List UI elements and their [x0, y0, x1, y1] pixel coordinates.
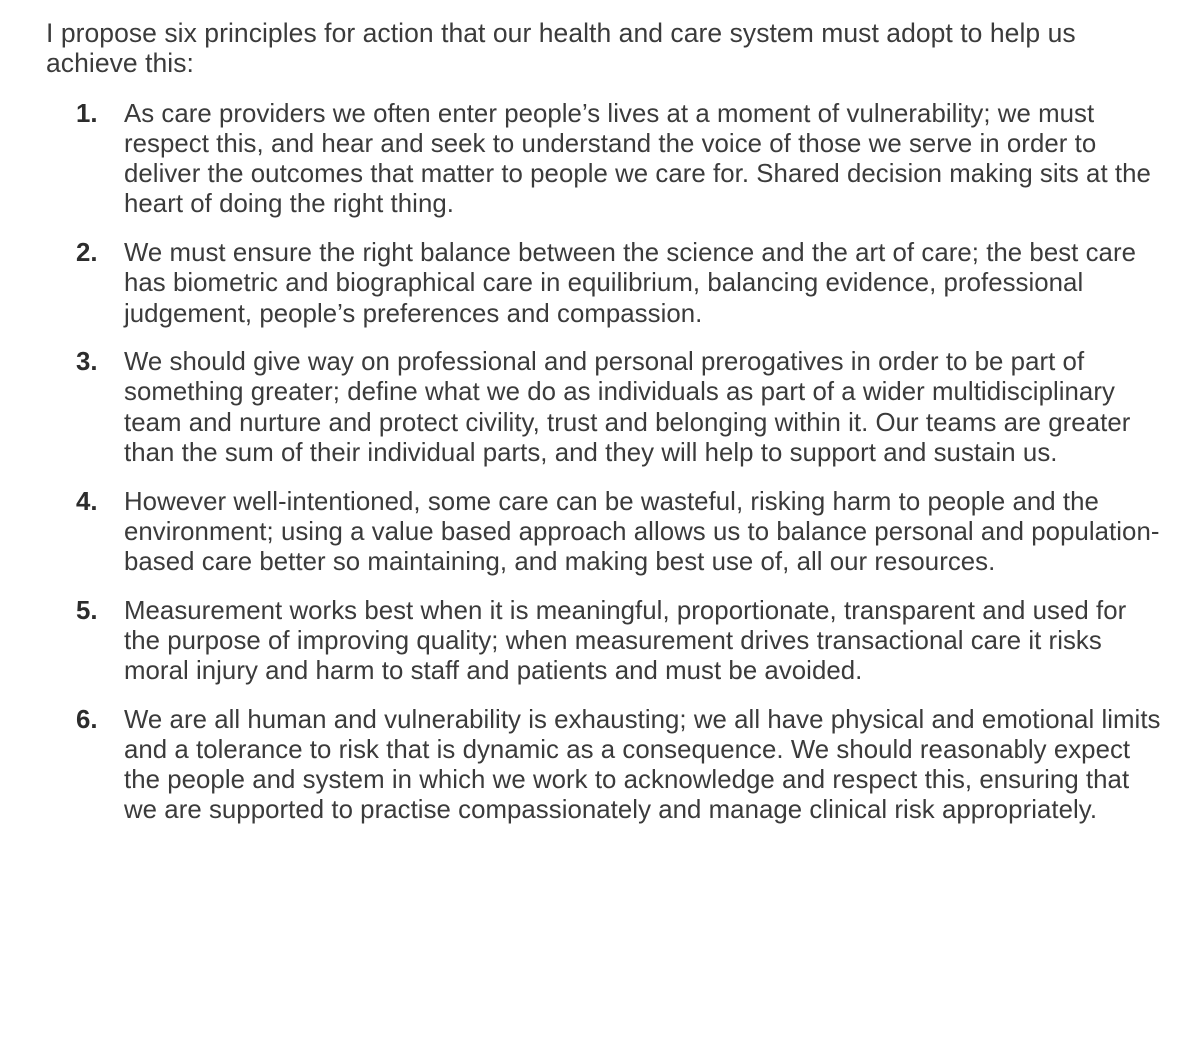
- intro-paragraph: I propose six principles for action that our health and care system must adopt to help us achieve this:: [46, 18, 1076, 79]
- principle-number: 4.: [76, 487, 98, 516]
- principle-text: As care providers we often enter people’s lives at a moment of vulnerability; we must respect this, and hear and seek to understand the voice of those we serve in order to deliver the outcomes that matter to people we care for. Shared decision making sits at the heart of doing the right thing.: [124, 99, 1151, 219]
- principle-item-5: [46, 596, 1166, 687]
- principle-number: 1.: [76, 99, 98, 128]
- principle-number: 5.: [76, 596, 98, 625]
- principle-text: We should give way on professional and personal prerogatives in order to be part of something greater; define what we do as individuals as part of a wider multidisciplinary team and nurture and protect civility, trust and belonging within it. Our teams are greater than the sum of their individual parts, and they will help to support and sustain us.: [124, 348, 1131, 467]
- principle-item-6: [46, 705, 1166, 826]
- principle-text: We must ensure the right balance between the science and the art of care; the best care has biometric and biographical care in equilibrium, balancing evidence, professional judgement, people’s preferences and compassion.: [124, 239, 1136, 328]
- document-page: [46, 18, 1166, 844]
- principle-item-3: [46, 347, 1166, 468]
- principle-text: Measurement works best when it is meaningful, proportionate, transparent and used for the purpose of improving quality; when measurement drives transactional care it risks moral injury and harm to staff and patients and must be avoided.: [124, 596, 1127, 686]
- principle-item-2: [46, 238, 1166, 329]
- principle-item-4: [46, 487, 1166, 578]
- principle-number: 2.: [76, 239, 98, 268]
- principle-item-1: [46, 99, 1166, 220]
- principle-text: We are all human and vulnerability is exhausting; we all have physical and emotional limits and a tolerance to risk that is dynamic as a consequence. We should reasonably expect the people and system in which we work to acknowledge and respect this, ensuring that we are supported to practise compassionately and manage clinical risk appropriately.: [124, 705, 1161, 825]
- principle-text: However well-intentioned, some care can be wasteful, risking harm to people and the environment; using a value based approach allows us to balance personal and population-based care better so maintaining, and making best use of, all our resources.: [124, 487, 1160, 576]
- principle-number: 6.: [76, 705, 98, 734]
- principles-list: [46, 99, 1166, 826]
- principle-number: 3.: [76, 348, 98, 377]
